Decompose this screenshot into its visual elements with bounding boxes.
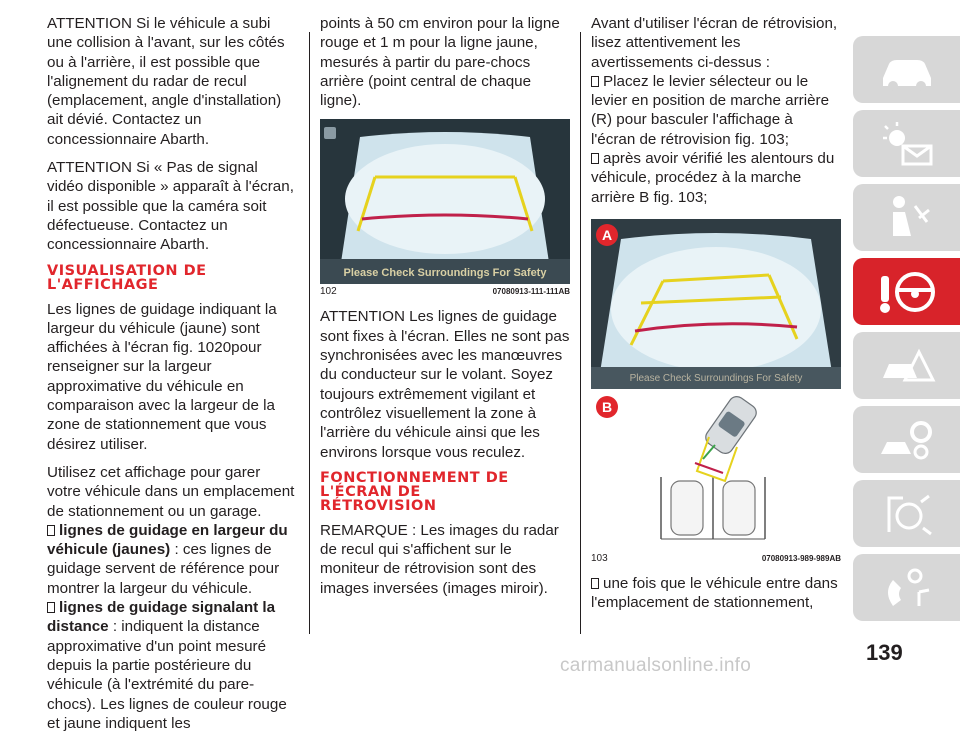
figure-103-caption: 103 07080913-989-989AB [591,552,841,564]
tab-breakdown[interactable] [853,332,960,399]
tab-warning-lights[interactable] [853,110,960,177]
paragraph-mirror-note: REMARQUE : Les images du radar de recul qui s'affichent sur le moniteur de rétrovision sont des images inversées (images miroir). [320,521,559,597]
bullet-icon [591,153,599,164]
technical-data-icon [875,488,939,540]
page-number: 139 [866,640,903,665]
column-divider [309,32,310,634]
multimedia-icon [875,562,939,614]
figure-overlay-text: Please Check Surroundings For Safety [343,267,547,280]
figure-102-caption: 102 07080913-111-111AB [320,286,570,298]
bullet-reverse-gear: Placez le levier sélecteur ou le levier en position de marche arrière (R) pour basculer l'affichage à l'écran de rétrovision fig. 103; [591,72,830,148]
figure-102-camera-view [320,119,570,284]
paragraph-before-use: Avant d'utiliser l'écran de rétrovision, lisez attentivement les avertissements ci-dessus : [591,15,838,71]
warning-lights-icon [875,118,939,170]
bullet-distance-lines: lignes de guidage signalant la distance : indiquent la distance approximative d'un point mesuré depuis la partie postérieure du véhicule (à l'extrémité du pare-chocs). Les lignes de couleur rouge et jaune indiquent les [47,599,287,732]
section-heading-display: VISUALISATION DE L'AFFICHAGE [47,262,207,293]
bullet-icon [47,525,55,536]
column-3 [591,14,841,613]
maintenance-icon [875,414,939,466]
section-heading-rear-view: FONCTIONNEMENT DE L'ÉCRAN DE RÉTROVISION [320,469,509,514]
tab-starting-driving[interactable] [853,258,960,325]
bullet-icon [591,578,599,589]
column-divider [580,32,581,634]
figure-overlay-text: Please Check Surroundings For Safety [629,372,803,384]
paragraph-distance-points: points à 50 cm environ pour la ligne rouge et 1 m pour la ligne jaune, mesurés à partir du pare-chocs arrière (point central de chaque ligne). [320,15,560,110]
bullet-icon [47,602,55,613]
tab-airbag[interactable] [853,184,960,251]
bullet-check-surroundings: après avoir vérifié les alentours du véhicule, procédez à la marche arrière B fig. 103; [591,150,835,206]
tab-multimedia[interactable] [853,554,960,621]
tab-technical-data[interactable] [853,480,960,547]
paragraph-collision-warning: ATTENTION Si le véhicule a subi une collision à l'avant, sur les côtés ou à l'arrière, il est possible que l'alignement du radar de recul (emplacement, angle d'installation) ait dévié. Contactez un concessionnaire Abarth. [47,15,285,148]
label-b: B [601,398,613,415]
bullet-width-lines: lignes de guidage en largeur du véhicule (jaunes) : ces lignes de guidage servent de référence pour montrer la largeur du véhicule. [47,521,288,597]
steering-key-icon [875,266,939,318]
label-a: A [601,226,613,243]
column-1 [47,14,297,733]
paragraph-use-display: Utilisez cet affichage pour garer votre véhicule dans un emplacement de stationnement ou un garage. [47,463,295,520]
figure-103-camera-and-parking [591,219,841,551]
car-icon [875,44,939,96]
camera-view-illustration [320,119,570,284]
paragraph-fixed-lines-warning: ATTENTION Les lignes de guidage sont fixes à l'écran. Elles ne sont pas synchronisées avec les manœuvres du conducteur sur le volant. Soyez toujours extrêmement vigilant et contrôlez visuellement la zone à l'arrière du véhicule ainsi que les environs lorsque vous reculez. [320,308,570,461]
parking-illustration [591,219,841,551]
airbag-icon [875,192,939,244]
breakdown-icon [875,340,939,392]
camera-icon [324,127,336,139]
bullet-enter-space: une fois que le véhicule entre dans l'emplacement de stationnement, [591,574,838,612]
paragraph-no-signal-warning: ATTENTION Si « Pas de signal vidéo disponible » apparaît à l'écran, il est possible que la caméra soit défectueuse. Contactez un concessionnaire Abarth. [47,159,294,254]
paragraph-guide-lines: Les lignes de guidage indiquant la largeur du véhicule (jaune) sont affichées à l'écran fig. 1020pour renseigner sur la largeur approximative du véhicule en comparaison avec la largeur de la zone de stationnement que vous désirez utiliser. [47,300,277,453]
tab-maintenance[interactable] [853,406,960,473]
parked-car [671,481,703,535]
bullet-icon [591,76,599,87]
watermark: carmanualsonline.info [560,655,752,676]
parked-car [723,481,755,535]
column-2 [320,14,570,607]
tab-car[interactable] [853,36,960,103]
